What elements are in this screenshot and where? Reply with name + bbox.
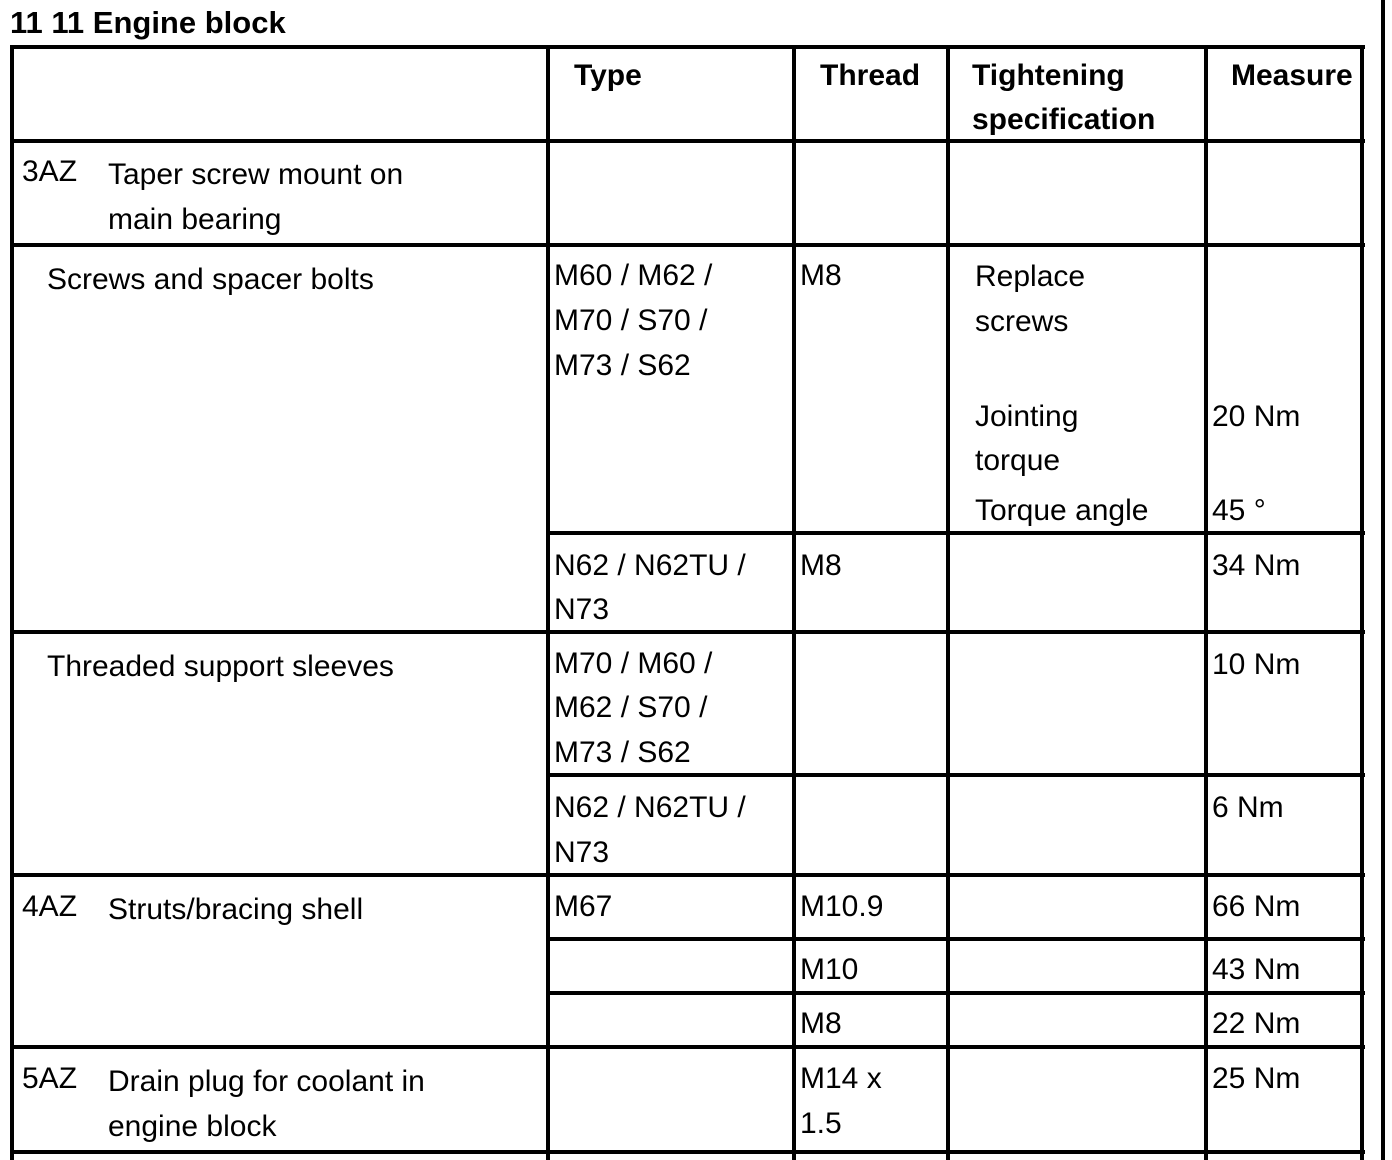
header-type: Type <box>574 59 642 92</box>
header-tightening-line1: Tightening <box>972 59 1125 92</box>
header-tightening-line2: specification <box>972 103 1156 136</box>
table-rule <box>10 45 1365 49</box>
table-rule <box>10 1150 1365 1154</box>
cell-thread-screws-a: M8 <box>800 259 842 292</box>
table-rule <box>10 45 14 1160</box>
page-edge-rule <box>1381 0 1385 1160</box>
cell-spec-joint-line1: Jointing <box>975 400 1079 433</box>
row-code-4az: 4AZ <box>22 890 78 923</box>
cell-type-sleeves-a-line3: M73 / S62 <box>554 736 691 769</box>
row-code-5az: 5AZ <box>22 1062 78 1095</box>
row-code-3az: 3AZ <box>22 155 78 188</box>
cell-measure-sleeves-b: 6 Nm <box>1212 791 1284 824</box>
cell-spec-replace-line1: Replace <box>975 260 1086 293</box>
cell-type-sleeves-a-line1: M70 / M60 / <box>554 647 713 680</box>
table-rule <box>792 45 796 1160</box>
cell-type-screws-a-line2: M70 / S70 / <box>554 304 708 337</box>
cell-type-screws-b-line2: N73 <box>554 593 610 626</box>
table-rule <box>10 139 1365 143</box>
row-desc-4az: Struts/bracing shell <box>108 893 364 926</box>
table-rule <box>548 937 1365 941</box>
row-desc-5az-line2: engine block <box>108 1110 277 1143</box>
section-title: 11 11 Engine block <box>10 5 286 40</box>
row-desc-3az-line2: main bearing <box>108 203 282 236</box>
cell-measure-angle: 45 ° <box>1212 494 1266 527</box>
table-rule <box>10 1045 1365 1049</box>
cell-type-sleeves-b-line2: N73 <box>554 836 610 869</box>
table-rule <box>10 243 1365 247</box>
cell-measure-joint: 20 Nm <box>1212 400 1301 433</box>
table-rule <box>546 45 550 1160</box>
table-rule <box>946 45 950 1160</box>
cell-spec-angle: Torque angle <box>975 494 1149 527</box>
cell-thread-4az-a: M10.9 <box>800 890 884 923</box>
cell-type-sleeves-b-line1: N62 / N62TU / <box>554 791 746 824</box>
header-thread: Thread <box>820 59 921 92</box>
cell-thread-5az-line2: 1.5 <box>800 1107 842 1140</box>
cell-thread-screws-b: M8 <box>800 549 842 582</box>
cell-measure-4az-c: 22 Nm <box>1212 1007 1301 1040</box>
row-desc-5az-line1: Drain plug for coolant in <box>108 1065 425 1098</box>
cell-measure-sleeves-a: 10 Nm <box>1212 648 1301 681</box>
table-rule <box>1204 45 1208 1160</box>
table-rule <box>10 630 1365 634</box>
header-measure: Measure <box>1231 59 1353 92</box>
cell-thread-5az-line1: M14 x <box>800 1062 882 1095</box>
cell-thread-4az-c: M8 <box>800 1007 842 1040</box>
cell-type-4az-a: M67 <box>554 890 613 923</box>
cell-measure-4az-a: 66 Nm <box>1212 890 1301 923</box>
cell-measure-5az: 25 Nm <box>1212 1062 1301 1095</box>
cell-type-sleeves-a-line2: M62 / S70 / <box>554 691 708 724</box>
cell-type-screws-b-line1: N62 / N62TU / <box>554 549 746 582</box>
cell-type-screws-a-line3: M73 / S62 <box>554 349 691 382</box>
cell-type-screws-a-line1: M60 / M62 / <box>554 259 713 292</box>
table-rule <box>10 873 1365 877</box>
cell-measure-4az-b: 43 Nm <box>1212 953 1301 986</box>
cell-measure-screws-b: 34 Nm <box>1212 549 1301 582</box>
row-desc-sleeves: Threaded support sleeves <box>47 650 394 683</box>
cell-spec-replace-line2: screws <box>975 305 1069 338</box>
row-desc-3az-line1: Taper screw mount on <box>108 158 404 191</box>
cell-thread-4az-b: M10 <box>800 953 859 986</box>
cell-spec-joint-line2: torque <box>975 444 1061 477</box>
table-rule <box>1360 45 1364 1160</box>
row-desc-screws: Screws and spacer bolts <box>47 263 374 296</box>
